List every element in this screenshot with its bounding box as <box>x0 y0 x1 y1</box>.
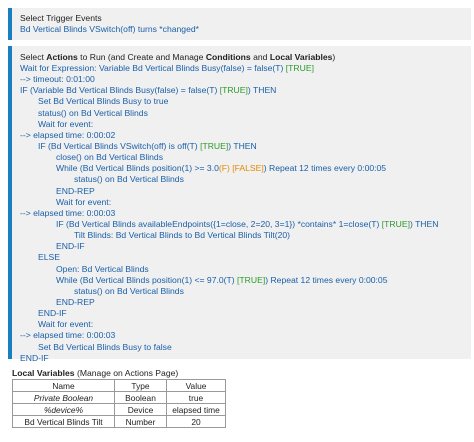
actions-title <box>20 51 463 63</box>
action-line-part: IF (Variable Bd Vertical Blinds Busy(false) = false(T) <box>20 85 220 96</box>
action-line-part: ) THEN <box>247 85 277 96</box>
local-variables-table <box>12 379 226 428</box>
action-line-part: IF (Bd Vertical Blinds VSwitch(off) is off(T) <box>38 140 201 151</box>
action-line-part: --> timeout: 0:01:00 <box>20 74 95 85</box>
action-line-part: close() on Bd Vertical Blinds <box>56 152 163 163</box>
variable-name-cell: Private Boolean <box>13 392 115 404</box>
action-line-part: [TRUE] <box>285 63 314 73</box>
action-line-part: END-IF <box>38 308 67 319</box>
action-line[interactable] <box>20 130 463 141</box>
column-header-name: Name <box>13 380 115 392</box>
local-variables-note: (Manage on Actions Page) <box>74 368 179 378</box>
action-line-part: END-REP <box>56 296 95 307</box>
actions-title-conditions: Conditions <box>205 52 251 62</box>
action-line[interactable] <box>20 230 463 241</box>
actions-title-actions: Actions <box>46 52 78 62</box>
action-line[interactable] <box>20 319 463 330</box>
table-row <box>13 416 226 428</box>
action-line-part: END-REP <box>56 185 95 196</box>
action-line[interactable] <box>20 108 463 119</box>
action-line-part: --> elapsed time: 0:00:03 <box>20 330 116 341</box>
table-header-row <box>13 380 226 392</box>
action-line-part: While (Bd Vertical Blinds position(1) <= 97.0(T) <box>56 274 238 285</box>
action-line-part: While (Bd Vertical Blinds position(1) >= 3.0 <box>56 163 219 174</box>
action-line[interactable] <box>20 63 463 74</box>
action-line[interactable] <box>20 275 463 286</box>
action-line[interactable] <box>20 219 463 230</box>
action-line-part: (F) [FALSE] <box>218 163 264 174</box>
action-line-part: ELSE <box>38 252 60 263</box>
action-line[interactable] <box>20 197 463 208</box>
action-line-part: Set Bd Vertical Blinds Busy to false <box>38 341 172 352</box>
action-line[interactable] <box>20 74 463 85</box>
action-line[interactable] <box>20 342 463 353</box>
action-line[interactable] <box>20 85 463 96</box>
variable-value-cell: elapsed time <box>167 404 226 416</box>
local-variables-title <box>12 368 178 378</box>
action-line[interactable] <box>20 96 463 107</box>
action-line-part: ) Repeat 12 times every 0:00:05 <box>265 274 388 285</box>
actions-title-pre: Select <box>20 52 47 62</box>
action-line-part: ) THEN <box>409 218 439 229</box>
variable-value-cell: true <box>167 392 226 404</box>
trigger-events-panel <box>8 8 471 40</box>
action-line-part: Wait for event: <box>56 196 112 207</box>
action-line-part: --> elapsed time: 0:00:02 <box>20 129 116 140</box>
action-line-part: [TRUE] <box>219 85 248 96</box>
action-line-part: END-IF <box>56 241 85 252</box>
actions-title-local-variables: Local Variables <box>269 52 333 62</box>
action-line-part: Wait for event: <box>38 319 94 330</box>
action-line[interactable] <box>20 308 463 319</box>
action-line-part: status() on Bd Vertical Blinds <box>38 107 148 118</box>
action-line[interactable] <box>20 330 463 341</box>
action-line-part: [TRUE] <box>200 140 229 151</box>
action-line-part: Tilt Blinds: Bd Vertical Blinds to Bd Vertical Blinds Tilt(20) <box>74 230 291 241</box>
action-line-part: Wait for Expression: Variable Bd Vertical Blinds Busy(false) = false(T) <box>20 63 286 73</box>
table-row <box>13 404 226 416</box>
action-line-part: IF (Bd Vertical Blinds availableEndpoints({1=close, 2=20, 3=1}) *contains* 1=close(T) <box>56 218 382 229</box>
action-line[interactable] <box>20 141 463 152</box>
action-line[interactable] <box>20 353 463 364</box>
variable-type-cell: Number <box>115 416 167 428</box>
action-line-part: status() on Bd Vertical Blinds <box>74 174 184 185</box>
actions-panel <box>8 46 471 363</box>
action-line[interactable] <box>20 174 463 185</box>
action-line-part: ) Repeat 12 times every 0:00:05 <box>263 163 387 174</box>
action-line[interactable] <box>20 208 463 219</box>
action-line-part: END-IF <box>20 352 49 363</box>
action-line[interactable] <box>20 297 463 308</box>
action-line-part: Wait for event: <box>38 118 94 129</box>
trigger-title: Select Trigger Events <box>20 13 102 23</box>
variable-name-cell: Bd Vertical Blinds Tilt <box>13 416 115 428</box>
trigger-event-link[interactable]: Bd Vertical Blinds VSwitch(off) turns *changed* <box>20 24 199 34</box>
action-line-part: ) THEN <box>228 140 257 151</box>
action-line[interactable] <box>20 286 463 297</box>
action-line[interactable] <box>20 152 463 163</box>
variable-type-cell: Device <box>115 404 167 416</box>
action-line[interactable] <box>20 163 463 174</box>
action-line-part: --> elapsed time: 0:00:03 <box>20 207 116 218</box>
actions-title-mid1: to Run (and Create and Manage <box>77 52 206 62</box>
action-line[interactable] <box>20 264 463 275</box>
action-line-part: status() on Bd Vertical Blinds <box>74 285 184 296</box>
action-line[interactable] <box>20 241 463 252</box>
action-line-part: [TRUE] <box>237 274 266 285</box>
action-line[interactable] <box>20 119 463 130</box>
action-line-part: Set Bd Vertical Blinds Busy to true <box>38 96 169 107</box>
action-line-part: Open: Bd Vertical Blinds <box>56 263 149 274</box>
action-line[interactable] <box>20 186 463 197</box>
action-line-part: [TRUE] <box>381 218 410 229</box>
variable-value-cell: 20 <box>167 416 226 428</box>
action-list <box>20 63 463 364</box>
actions-title-post: ) <box>332 52 336 62</box>
table-row <box>13 392 226 404</box>
column-header-value: Value <box>167 380 226 392</box>
local-variables-body <box>13 392 226 428</box>
local-variables-heading: Local Variables <box>12 368 75 378</box>
column-header-type: Type <box>115 380 167 392</box>
actions-title-mid2: and <box>250 52 270 62</box>
action-line[interactable] <box>20 252 463 263</box>
variable-name-cell: %device% <box>13 404 115 416</box>
variable-type-cell: Boolean <box>115 392 167 404</box>
